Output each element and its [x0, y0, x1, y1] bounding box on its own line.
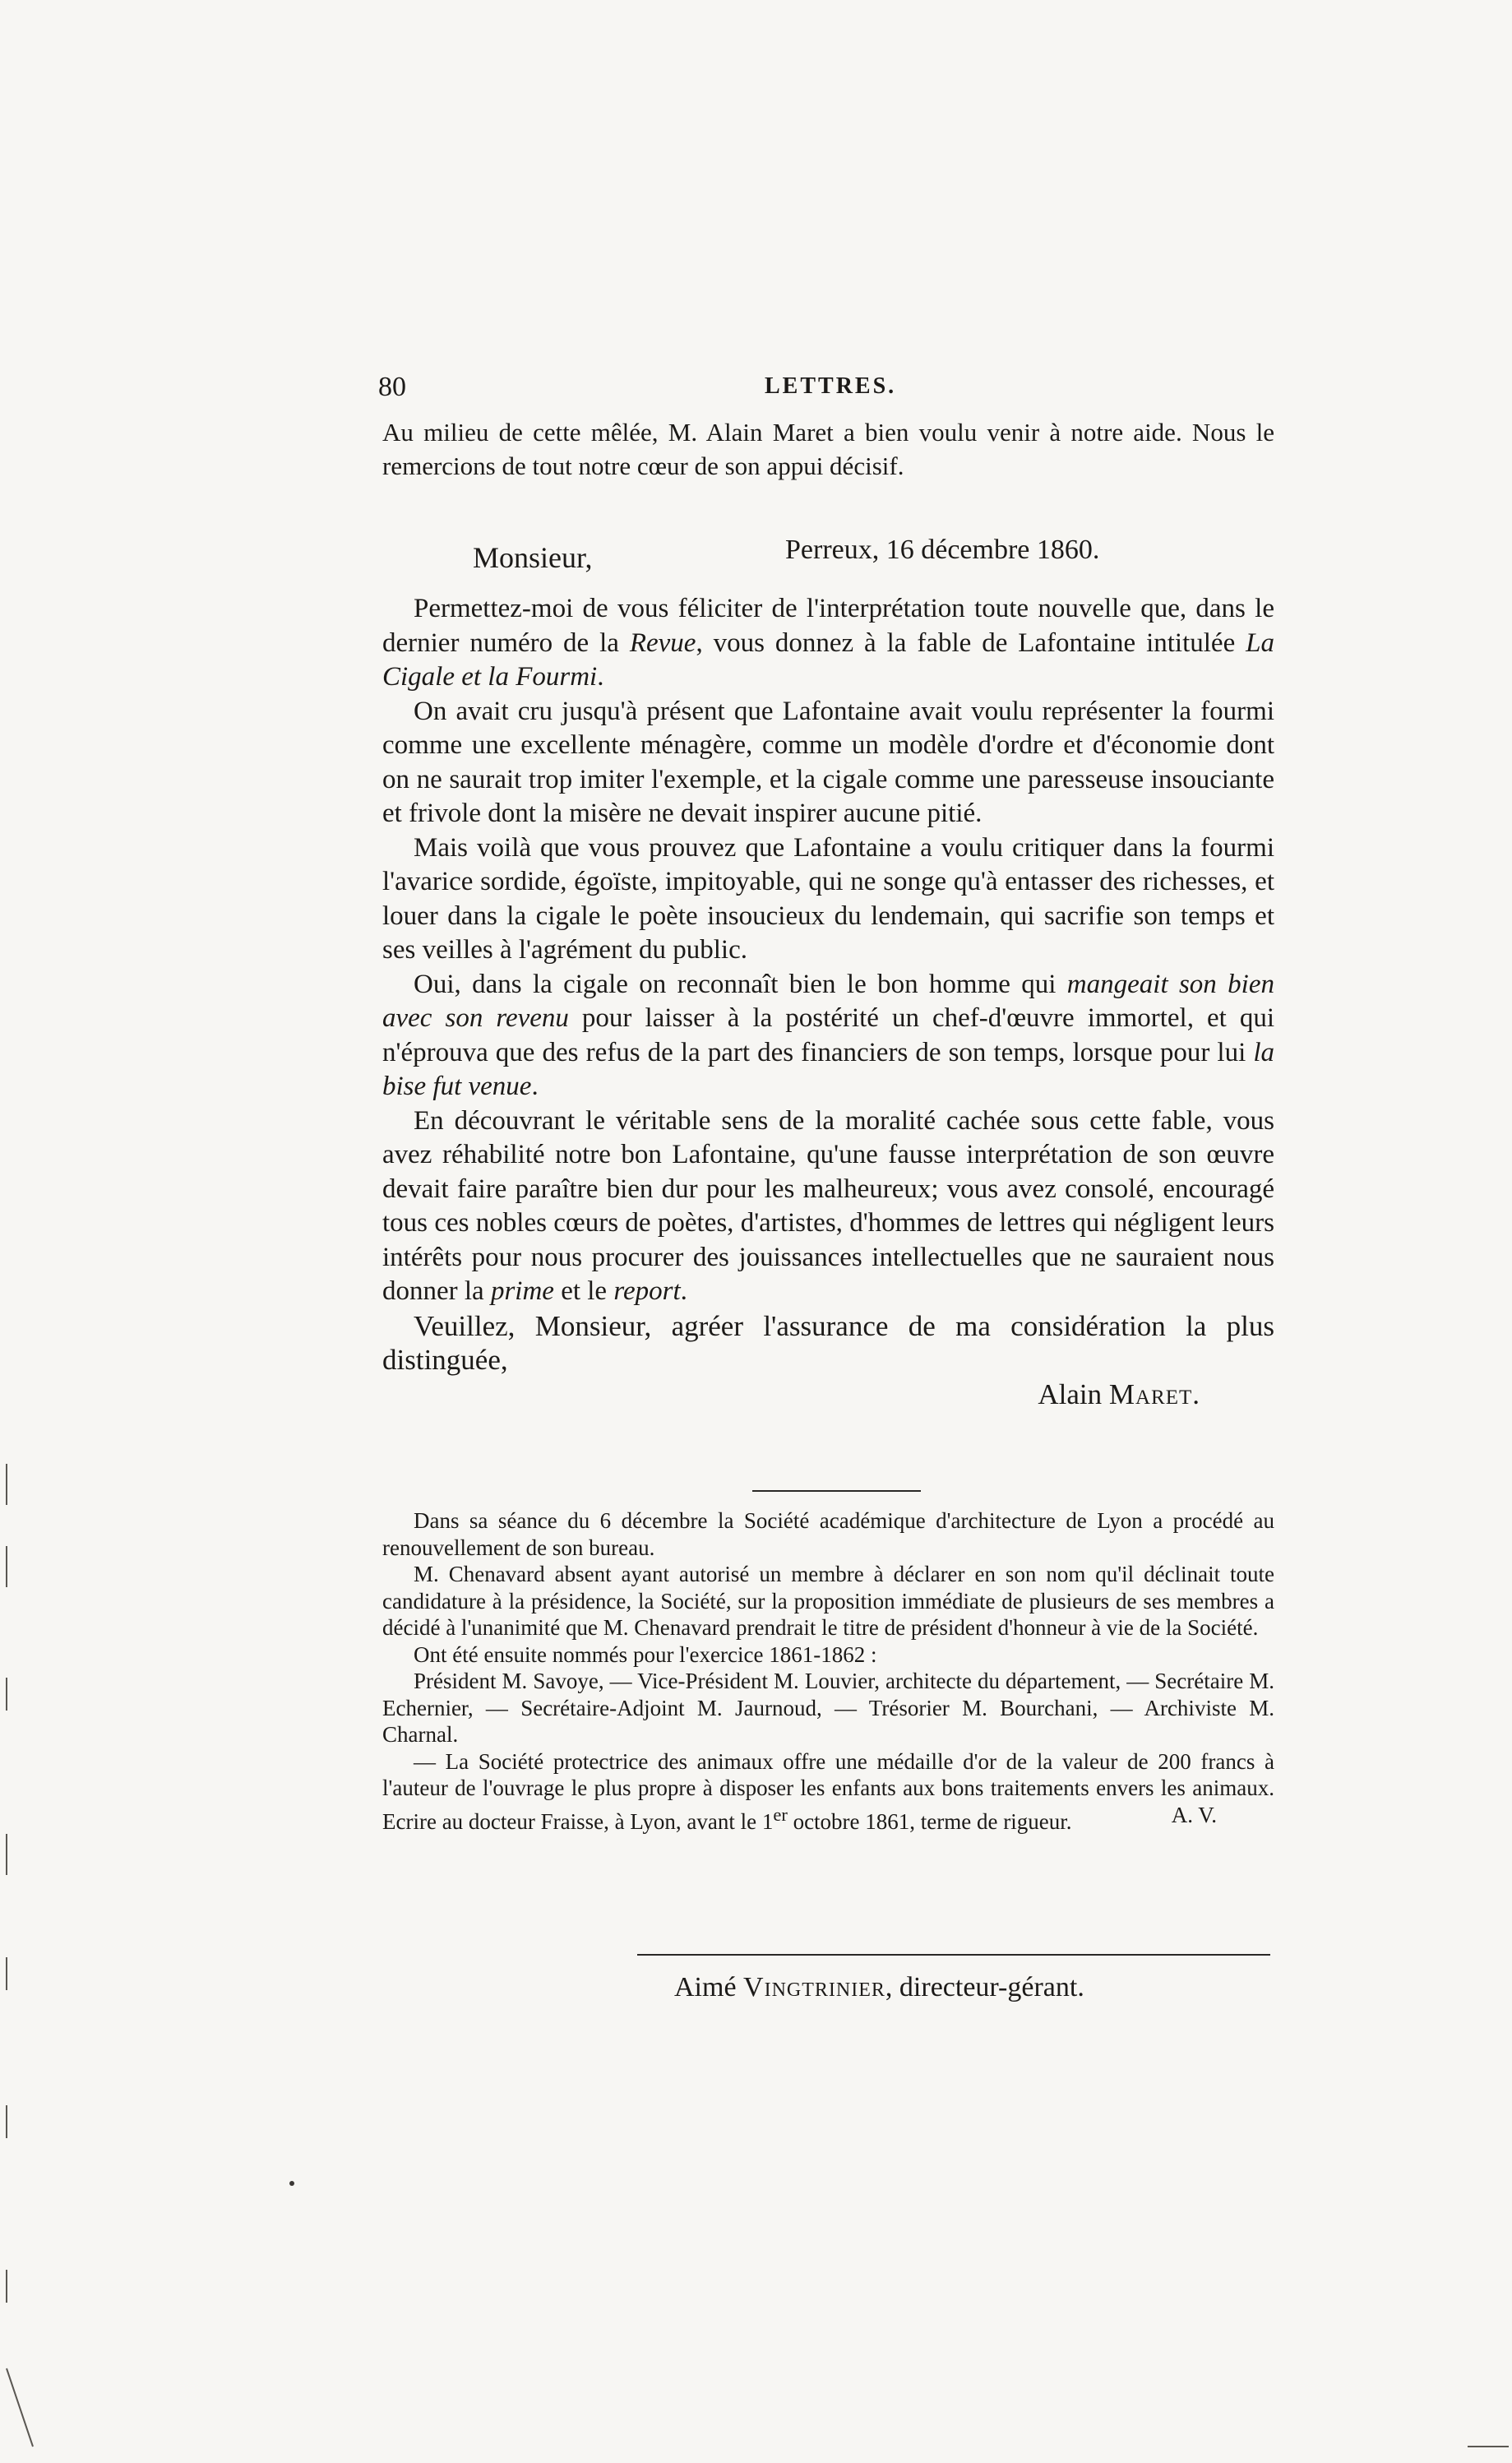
note-paragraph: Ont été ensuite nommés pour l'exercice 1861-1862 : — [414, 1641, 877, 1667]
signature: Alain Maret. — [1038, 1377, 1200, 1410]
letter-paragraph-1: Permettez-moi de vous féliciter de l'interprétation toute nouvelle que, dans le dernier numéro de la Revue, vous donnez à la fable de Lafontaine intitulée La Cigale et la Fourmi. — [382, 594, 1274, 692]
quote-revenu: mangeait son bien avec son revenu — [382, 969, 1274, 1033]
note-paragraph: Président M. Savoye, — Vice-Président M. Louvier, architecte du département, — Secrétaire M. Echernier, — Secrétaire-Adjoint M. Jaurnoud, — Trésorier M. Bourchani, — Archiviste M. Charnal. — [382, 1669, 1274, 1747]
letter-paragraph-3: Mais voilà que vous prouvez que Lafontaine a voulu critiquer dans la fourmi l'avarice sordide, égoïste, impitoyable, qui ne songe qu'à entasser des richesses, et louer dans la cigale le poète insoucieux du lendemain, qui sacrifie son temps et ses veilles à l'agrément du public. — [382, 832, 1274, 965]
note-paragraph: M. Chenavard absent ayant autorisé un membre à déclarer en son nom qu'il déclinait toute candidature à la présidence, la Société, sur la proposition immédiate de plusieurs de ses membres a décidé à l'unanimité que M. Chenavard prendrait le titre de président d'honneur à vie de la Société. — [382, 1562, 1274, 1640]
letter-paragraph-2: On avait cru jusqu'à présent que Lafontaine avait voulu représenter la fourmi comme une excellente ménagère, comme un modèle d'ordre et d'économie dont on ne saurait trop imiter l'exemple, et la cigale comme une paresseuse insouciante et frivole dont la misère ne devait inspirer aucune pitié. — [382, 696, 1274, 828]
letter-paragraph-5: En découvrant le véritable sens de la moralité cachée sous cette fable, vous avez réhabilité notre bon Lafontaine, qu'une fausse interprétation de son œuvre devait faire paraître bien dur pour les malheureux; vous avez consolé, encouragé tous ces nobles cœurs de poètes, d'artistes, d'hommes de lettres qui négligent leurs intérêts pour nous procurer des jouissances intellectuelles que ne sauraient nous donner la prime et le report. — [382, 1105, 1274, 1306]
initials: A. V. — [1171, 1802, 1217, 1827]
word-report: report — [613, 1276, 681, 1306]
page-number: 80 — [378, 372, 406, 402]
intro-paragraph: Au milieu de cette mêlée, M. Alain Maret a bien voulu venir à notre aide. Nous le remercions de tout notre cœur de son appui décisif. — [382, 418, 1274, 480]
letter-paragraph-4: Oui, dans la cigale on reconnaît bien le bon homme qui mangeait son bien avec son revenu pour laisser à la postérité un chef-d'œuvre immortel, et qui n'éprouva que des refus de la part des financiers de son temps, lorsque pour lui la bise fut venue. — [382, 969, 1274, 1101]
quote-bise: la bise fut venue — [382, 1037, 1274, 1101]
revue-title: Revue — [629, 627, 696, 658]
salutation: Monsieur, — [473, 541, 593, 574]
closing-paragraph: Veuillez, Monsieur, agréer l'assurance de ma considération la plus distinguée, Alain Maret. — [382, 1309, 1274, 1410]
imprint: Aimé Vingtrinier, directeur-gérant. — [674, 1972, 1084, 2002]
running-title: LETTRES. — [765, 373, 897, 399]
dateline: Perreux, 16 décembre 1860. — [785, 535, 1100, 565]
word-prime: prime — [490, 1276, 554, 1306]
editor-name: Vingtrinier — [743, 1972, 885, 2002]
fable-title: La Cigale et la Fourmi — [382, 627, 1274, 692]
note-paragraph: Dans sa séance du 6 décembre la Société académique d'architecture de Lyon a procédé au renouvellement de son bureau. — [382, 1508, 1274, 1560]
note-paragraph: — La Société protectrice des animaux offre une médaille d'or de la valeur de 200 francs à l'auteur de l'ouvrage le plus propre à disposer les enfants aux bons traitements envers les animaux. Ecrire au docteur Fraisse, à Lyon, avant le 1er octobre 1861, terme de rigueur. A. V. — [382, 1748, 1274, 1834]
